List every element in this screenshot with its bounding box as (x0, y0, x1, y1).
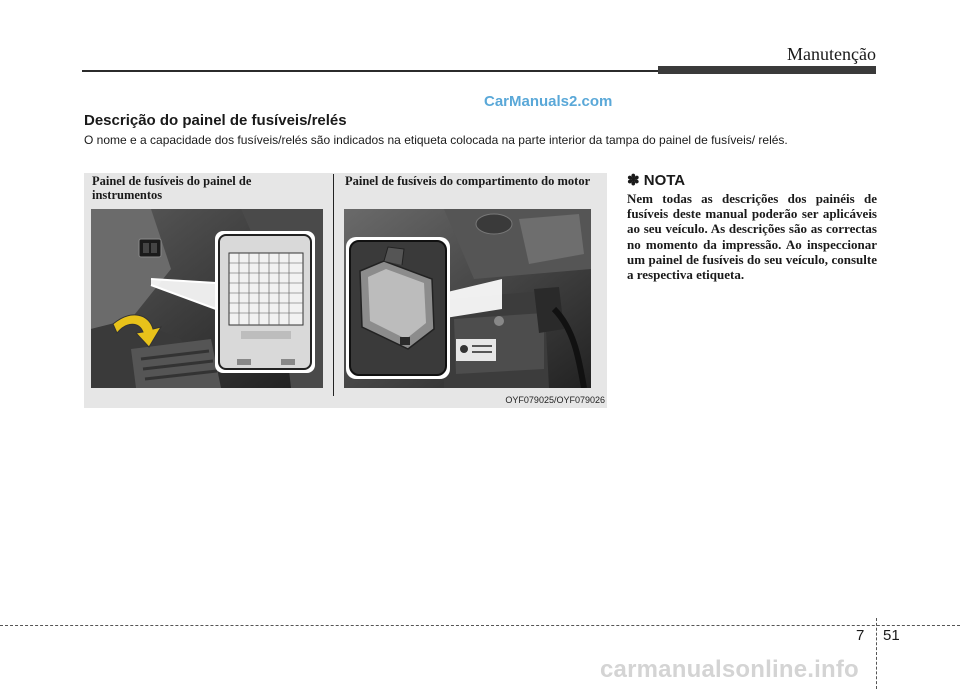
left-figure-caption: Painel de fusíveis do painel de instrumentos (92, 174, 252, 202)
footer-divider (876, 618, 877, 689)
footer-watermark[interactable]: carmanualsonline.info (600, 656, 859, 683)
watermark-logo[interactable]: CarManuals2.com (484, 93, 613, 110)
instrument-panel-fuse-photo (91, 209, 323, 388)
figure-divider (333, 174, 334, 396)
right-figure-caption: Painel de fusíveis do compartimento do motor (345, 174, 591, 188)
note-body: Nem todas as descrições dos painéis de fusíveis deste manual poderão ser aplicáveis ao seu veículo. As descrições são as correctas no momento da impressão. Ao inspeccionar um painel de fusíveis do seu veículo, consulte a respectiva etiqueta. (627, 191, 877, 283)
chapter-number: 7 (856, 627, 865, 644)
page-number: 51 (883, 627, 900, 644)
footer-rule (0, 625, 960, 626)
engine-compartment-fuse-photo (344, 209, 591, 388)
engine-compartment-illustration (344, 209, 591, 388)
note-asterisk-icon: ✽ (627, 172, 640, 189)
header-rule (82, 70, 662, 72)
intro-paragraph: O nome e a capacidade dos fusíveis/relés são indicados na etiqueta colocada na parte interior da tampa do painel de fusíveis/ relés. (84, 133, 788, 147)
note-title (627, 171, 685, 189)
page-heading: Descrição do painel de fusíveis/relés (84, 112, 347, 129)
instrument-panel-illustration (91, 209, 323, 388)
figure-code: OYF079025/OYF079026 (505, 395, 605, 405)
note-title-text: NOTA (643, 172, 686, 189)
section-title: Manutenção (787, 44, 876, 64)
header-rule-accent (658, 66, 876, 74)
